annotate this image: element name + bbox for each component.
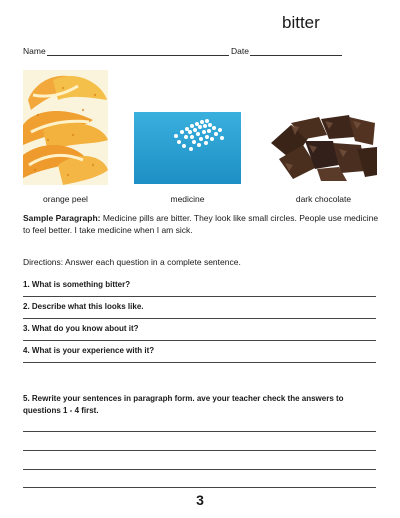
name-field[interactable] <box>23 46 229 56</box>
question-2: 2. Describe what this looks like. <box>23 302 144 311</box>
paragraph-line-2[interactable] <box>23 450 376 451</box>
medicine-pills-image <box>134 112 241 184</box>
date-blank[interactable] <box>250 46 342 56</box>
paragraph-line-4[interactable] <box>23 487 376 488</box>
paragraph-line-1[interactable] <box>23 431 376 432</box>
orange-peel-image <box>23 70 108 185</box>
caption-medicine: medicine <box>170 194 205 204</box>
paragraph-line-3[interactable] <box>23 469 376 470</box>
caption-dark-chocolate: dark chocolate <box>295 194 352 204</box>
page-title: bitter <box>282 13 320 32</box>
sample-paragraph <box>23 212 380 236</box>
date-label: Date <box>231 46 249 56</box>
answer-line-3[interactable] <box>23 340 376 341</box>
date-field[interactable] <box>231 46 342 56</box>
question-1: 1. What is something bitter? <box>23 280 131 289</box>
dark-chocolate-image <box>269 115 378 181</box>
sample-label: Sample Paragraph: <box>23 213 101 223</box>
answer-line-2[interactable] <box>23 318 376 319</box>
caption-orange-peel: orange peel <box>43 194 88 204</box>
question-5: 5. Rewrite your sentences in paragraph form. ave your teacher check the answers to questions 1 - 4 first. <box>23 394 344 415</box>
question-4: 4. What is your experience with it? <box>23 346 155 355</box>
answer-line-4[interactable] <box>23 362 376 363</box>
directions: Directions: Answer each question in a complete sentence. <box>23 257 241 267</box>
name-label: Name <box>23 46 46 56</box>
page-number: 3 <box>196 492 204 508</box>
sample-text: Medicine pills are bitter. They look like small circles. People use medicine to feel better. I take medicine when I am sick. <box>23 213 379 235</box>
question-3: 3. What do you know about it? <box>23 324 139 333</box>
answer-line-1[interactable] <box>23 296 376 297</box>
name-blank[interactable] <box>47 46 229 56</box>
